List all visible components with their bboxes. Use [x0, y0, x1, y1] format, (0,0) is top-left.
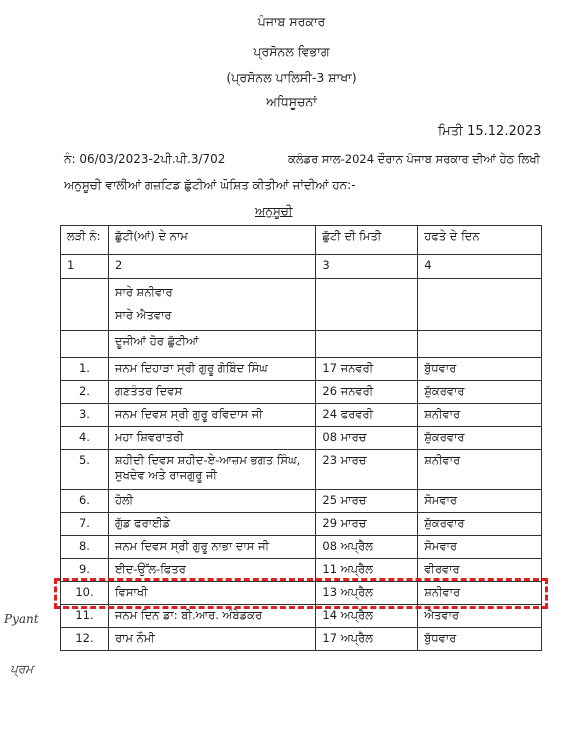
serial-cell: 8.: [61, 536, 109, 559]
header-weekday: ਹਫਤੇ ਦੇ ਦਿਨ: [418, 226, 542, 255]
index-cell: 4: [418, 255, 542, 279]
holiday-name-cell: ਰਾਮ ਨੌਮੀ: [108, 628, 315, 651]
general-holidays-row: [61, 279, 542, 331]
header-holiday-date: ਛੁੱਟੀ ਦੀ ਮਿਤੀ: [316, 226, 418, 255]
holiday-row: [61, 628, 542, 651]
holiday-name-cell: ਮਹਾ ਸ਼ਿਵਰਾਤਰੀ: [108, 427, 315, 450]
serial-cell: 3.: [61, 404, 109, 427]
margin-note-1: Pyant: [4, 612, 39, 626]
serial-cell: 12.: [61, 628, 109, 651]
holiday-name-cell: ਜਨਮ ਦਿਵਸ ਸ੍ਰੀ ਗੁਰੂ ਨਾਭਾ ਦਾਸ ਜੀ: [108, 536, 315, 559]
serial-cell: 2.: [61, 381, 109, 404]
schedule-title: ਅਨੁਸੂਚੀ: [255, 204, 293, 218]
holiday-row: [61, 381, 542, 404]
serial-cell: 7.: [61, 513, 109, 536]
header-line1: ਪੰਜਾਬ ਸਰਕਾਰ: [257, 14, 326, 29]
serial-cell: 11.: [61, 605, 109, 628]
holiday-name-cell: ਈਦ-ਉੱਲ-ਫਿਤਰ: [108, 559, 315, 582]
serial-cell: 10.: [61, 582, 109, 605]
holiday-row: [61, 358, 542, 381]
header-holiday-name: ਛੁੱਟੀ(ਆਂ) ਦੇ ਨਾਮ: [108, 226, 315, 255]
holiday-row: [61, 427, 542, 450]
holiday-row: [61, 450, 542, 490]
holiday-name-cell: ਜਨਮ ਦਿਵਸ ਸ੍ਰੀ ਗੁਰੂ ਰਵਿਦਾਸ ਜੀ: [108, 404, 315, 427]
general-row-sundays: ਸਾਰੇ ਐਤਵਾਰ: [114, 308, 172, 322]
holiday-name-cell: ਗੁੱਡ ਫਰਾਈਡੇ: [108, 513, 315, 536]
holiday-row: [61, 513, 542, 536]
holiday-date-cell: 26 ਜਨਵਰੀ: [316, 381, 418, 404]
index-cell: 2: [108, 255, 315, 279]
weekday-cell: ਵੀਰਵਾਰ: [418, 559, 542, 582]
serial-cell: 4.: [61, 427, 109, 450]
weekday-cell: ਸ਼ਨੀਵਾਰ: [418, 450, 542, 490]
header-line4: ਅਧਿਸੂਚਨਾਂ: [266, 94, 317, 109]
holiday-name-cell: ਜਨਮ ਦਿਨ ਡਾ: ਬੀ.ਆਰ. ਅੰਬੇਡਕਰ: [108, 605, 315, 628]
weekday-cell: ਸ਼ੁੱਕਰਵਾਰ: [418, 427, 542, 450]
weekday-cell: ਸ਼ਨੀਵਾਰ: [418, 582, 542, 605]
holiday-date-cell: 24 ਫਰਵਰੀ: [316, 404, 418, 427]
holiday-row: [61, 490, 542, 513]
serial-cell: 9.: [61, 559, 109, 582]
holiday-date-cell: 17 ਜਨਵਰੀ: [316, 358, 418, 381]
holiday-name-cell: ਗਣਤੰਤਰ ਦਿਵਸ: [108, 381, 315, 404]
holiday-row: [61, 404, 542, 427]
holiday-date-cell: 14 ਅਪ੍ਰੈਲ: [316, 605, 418, 628]
holiday-date-cell: 25 ਮਾਰਚ: [316, 490, 418, 513]
header-line3: (ਪ੍ਰਸੋਨਲ ਪਾਲਿਸੀ-3 ਸ਼ਾਖਾ): [226, 70, 357, 85]
general-row-saturdays: ਸਾਰੇ ਸ਼ਨੀਵਾਰ: [114, 285, 173, 299]
weekday-cell: ਬੁੱਧਵਾਰ: [418, 628, 542, 651]
holiday-name-cell: ਹੋਲੀ: [108, 490, 315, 513]
weekday-cell: ਬੁੱਧਵਾਰ: [418, 358, 542, 381]
intro-text-part1: ਕਲੰਡਰ ਸਾਲ-2024 ਦੌਰਾਨ ਪੰਜਾਬ ਸਰਕਾਰ ਦੀਆਂ ਹੇਠ ਲਿਖੀ: [288, 152, 541, 166]
holiday-row: [61, 536, 542, 559]
header-serial: ਲੜੀ ਨੰ:: [61, 226, 109, 255]
holiday-date-cell: 17 ਅਪ੍ਰੈਲ: [316, 628, 418, 651]
weekday-cell: ਸ਼ੁੱਕਰਵਾਰ: [418, 381, 542, 404]
weekday-cell: ਸੋਮਵਾਰ: [418, 536, 542, 559]
serial-cell: 5.: [61, 450, 109, 490]
other-holidays-label: ਦੂਜੀਆਂ ਹੋਰ ਛੁੱਟੀਆਂ: [108, 331, 315, 358]
margin-note-2: ਪ੍ਰਮ: [10, 662, 34, 676]
weekday-cell: ਸੋਮਵਾਰ: [418, 490, 542, 513]
reference-number: ਨੰ: 06/03/2023-2ਪੀ.ਪੀ.3/702: [64, 152, 226, 166]
highlight-box: [54, 578, 548, 609]
date-line: ਮਿਤੀ 15.12.2023: [438, 124, 542, 139]
holiday-date-cell: 08 ਮਾਰਚ: [316, 427, 418, 450]
holiday-name-cell: ਵਿਸਾਖੀ: [108, 582, 315, 605]
holiday-date-cell: 08 ਅਪ੍ਰੈਲ: [316, 536, 418, 559]
holiday-date-cell: 11 ਅਪ੍ਰੈਲ: [316, 559, 418, 582]
table-header-row: [61, 226, 542, 255]
holiday-name-cell: ਸ਼ਹੀਦੀ ਦਿਵਸ ਸ਼ਹੀਦ-ਏ-ਆਜ਼ਮ ਭਗਤ ਸਿੰਘ, ਸੁਖਦੇਵ ਅਤੇ ਰਾਜਗੁਰੂ ਜੀ: [108, 450, 315, 490]
weekday-cell: ਐਤਵਾਰ: [418, 605, 542, 628]
index-row: [61, 255, 542, 279]
header-line2: ਪ੍ਰਸੋਨਲ ਵਿਭਾਗ: [253, 44, 330, 59]
index-cell: 3: [316, 255, 418, 279]
index-cell: 1: [61, 255, 109, 279]
weekday-cell: ਸ਼ਨੀਵਾਰ: [418, 404, 542, 427]
serial-cell: 1.: [61, 358, 109, 381]
holiday-date-cell: 29 ਮਾਰਚ: [316, 513, 418, 536]
holiday-date-cell: 23 ਮਾਰਚ: [316, 450, 418, 490]
holiday-date-cell: 13 ਅਪ੍ਰੈਲ: [316, 582, 418, 605]
holiday-name-cell: ਜਨਮ ਦਿਹਾੜਾ ਸ੍ਰੀ ਗੁਰੂ ਗੋਬਿੰਦ ਸਿੰਘ: [108, 358, 315, 381]
intro-text-part2: ਅਨੁਸੂਚੀ ਵਾਲੀਆਂ ਗਜ਼ਟਿਡ ਛੁੱਟੀਆਂ ਘੋਸ਼ਿਤ ਕੀਤੀਆਂ ਜਾਂਦੀਆਂ ਹਨ:-: [64, 178, 356, 192]
other-holidays-row: [61, 331, 542, 358]
serial-cell: 6.: [61, 490, 109, 513]
weekday-cell: ਸ਼ੁੱਕਰਵਾਰ: [418, 513, 542, 536]
